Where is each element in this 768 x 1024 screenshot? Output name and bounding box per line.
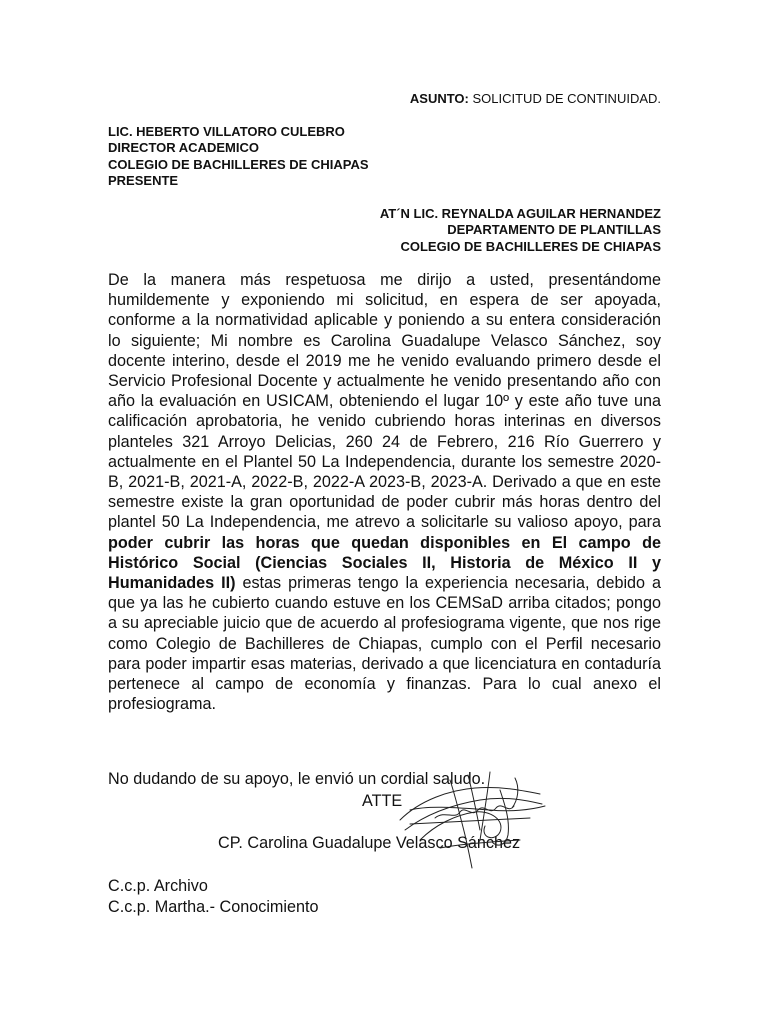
- body-part-1: De la manera más respetuosa me dirijo a usted, presentándome humildemente y exponiendo mi solicitud, en espera de ser apoyada, conforme a la normatividad aplicable y poniendo a su entera consideración lo siguiente; Mi nombre es Carolina Guadalupe Velasco Sánchez, soy docente interino, desde el 2019 me he venido evaluando primero desde el Servicio Profesional Docente y actualmente he venido presentando año con año la evaluación en USICAM, obteniendo el lugar 10º y este año tuve una calificación aprobatoria, he venido cubriendo horas interinas en diversos planteles 321 Arroyo Delicias, 260 24 de Febrero, 216 Río Guerrero y actualmente en el Plantel 50 La Independencia, durante los semestre 2020-B, 2021-B, 2021-A, 2022-B, 2022-A 2023-B, 2023-A. Derivado a que en este semestre existe la gran oportunidad de poder cubrir más horas dentro del plantel 50 La Independencia, me atrevo a solicitarle su valioso apoyo, para: [108, 271, 661, 532]
- closing-text: No dudando de su apoyo, le envió un cordial saludo.: [108, 770, 486, 788]
- atte-label: ATTE: [362, 792, 403, 810]
- subject-label: ASUNTO:: [409, 91, 469, 106]
- signer-name: CP. Carolina Guadalupe Velasco Sánchez: [218, 834, 521, 852]
- attention-block: [0, 206, 661, 255]
- ccp-block: [108, 876, 319, 917]
- attention-department: DEPARTAMENTO DE PLANTILLAS: [447, 222, 661, 238]
- recipient-presente: PRESENTE: [108, 172, 179, 188]
- attention-institution: COLEGIO DE BACHILLERES DE CHIAPAS: [400, 238, 661, 254]
- subject-line: [0, 91, 661, 106]
- recipient-name: LIC. HEBERTO VILLATORO CULEBRO: [108, 124, 345, 139]
- recipient-institution: COLEGIO DE BACHILLERES DE CHIAPAS: [108, 156, 369, 172]
- handwritten-signature: [380, 760, 555, 870]
- attention-name: AT´N LIC. REYNALDA AGUILAR HERNANDEZ: [379, 206, 661, 221]
- ccp-martha: C.c.p. Martha.- Conocimiento: [108, 897, 319, 916]
- letter-body: [108, 270, 661, 714]
- body-part-2: estas primeras tengo la experiencia necesaria, debido a que ya las he cubierto cuando estuve en los CEMSaD arriba citados; pongo a su apreciable juicio que de acuerdo al profesiograma vigente, que nos rige como Colegio de Bachilleres de Chiapas, cumplo con el Perfil necesario para poder impartir esas materias, derivado a que licenciatura en contaduría pertenece al campo de economía y finanzas. Para lo cual anexo el profesiograma.: [108, 574, 662, 714]
- body-bold-request: poder cubrir las horas que quedan disponibles en El campo de Histórico Social (Ciencias Sociales II, Historia de México II y Humanidades II): [108, 533, 661, 593]
- recipient-block: [108, 124, 369, 189]
- ccp-archive: C.c.p. Archivo: [108, 877, 208, 895]
- recipient-title: DIRECTOR ACADEMICO: [108, 140, 259, 156]
- subject-text: SOLICITUD DE CONTINUIDAD.: [468, 91, 661, 106]
